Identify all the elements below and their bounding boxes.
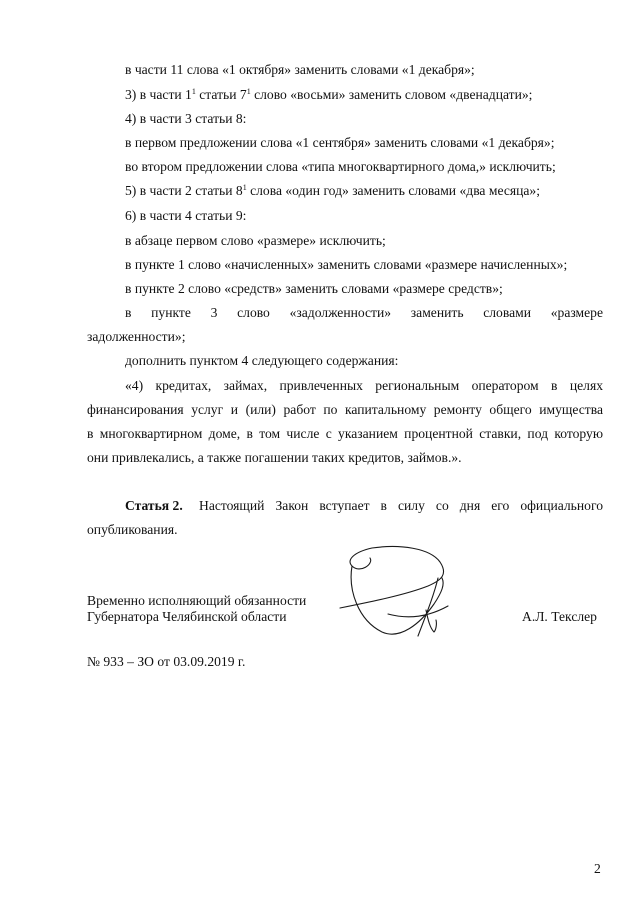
text-line: в части 11 слова «1 октября» заменить словами «1 декабря»; <box>125 62 475 77</box>
page-number: 2 <box>594 861 601 876</box>
signatory-name: А.Л. Текслер <box>522 609 597 624</box>
text-line: дополнить пунктом 4 следующего содержания: <box>125 353 399 368</box>
law-number-and-date: № 933 – ЗО от 03.09.2019 г. <box>87 654 246 669</box>
superscript: 1 <box>246 87 251 96</box>
text-line-justified: «4) кредитах, займах, привлеченных региональным оператором в целях <box>125 378 603 393</box>
text-line: 4) в части 3 статьи 8: <box>125 111 247 126</box>
text-line: в первом предложении слова «1 сентября» заменить словами «1 декабря»; <box>125 135 555 150</box>
handwritten-signature <box>330 540 465 645</box>
text-fragment: статьи 7 <box>195 87 247 102</box>
article-text: Настоящий Закон вступает в силу со дня его официального <box>199 498 603 513</box>
text-fragment: 3) в части 1 <box>125 87 192 102</box>
text-line: 6) в части 4 статьи 9: <box>125 208 247 223</box>
text-fragment: 5) в части 2 статьи 8 <box>125 183 243 198</box>
text-line: во втором предложении слова «типа многоквартирного дома,» исключить; <box>125 159 556 174</box>
text-line: в абзаце первом слово «размере» исключить; <box>125 233 386 248</box>
text-line: в пункте 2 слово «средств» заменить словами «размере средств»; <box>125 281 503 296</box>
text-line-justified: финансирования услуг и (или) работ по капитальному ремонту общего имущества <box>87 402 603 417</box>
superscript: 1 <box>191 87 196 96</box>
text-line-with-superscripts <box>125 87 532 103</box>
text-line-with-superscript <box>125 183 540 199</box>
signatory-position: Губернатора Челябинской области <box>87 609 287 624</box>
text-line-justified: в пункте 3 слово «задолженности» заменить словами «размере <box>125 305 603 320</box>
article-label: Статья 2. <box>125 498 183 513</box>
signatory-position: Временно исполняющий обязанности <box>87 593 307 608</box>
text-line: в пункте 1 слово «начисленных» заменить словами «размере начисленных»; <box>125 257 568 272</box>
text-fragment: слова «один год» заменить словами «два месяца»; <box>246 183 541 198</box>
text-fragment: слово «восьми» заменить словом «двенадцати»; <box>250 87 533 102</box>
text-line: они привлекались, а также погашении таких кредитов, займов.». <box>87 450 462 465</box>
text-line: опубликования. <box>87 522 178 537</box>
text-line: задолженности»; <box>87 329 186 344</box>
article-2-line <box>125 498 603 514</box>
superscript: 1 <box>242 183 247 192</box>
text-line-justified: в многоквартирном доме, в том числе с указанием процентной ставки, под которую <box>87 426 603 441</box>
